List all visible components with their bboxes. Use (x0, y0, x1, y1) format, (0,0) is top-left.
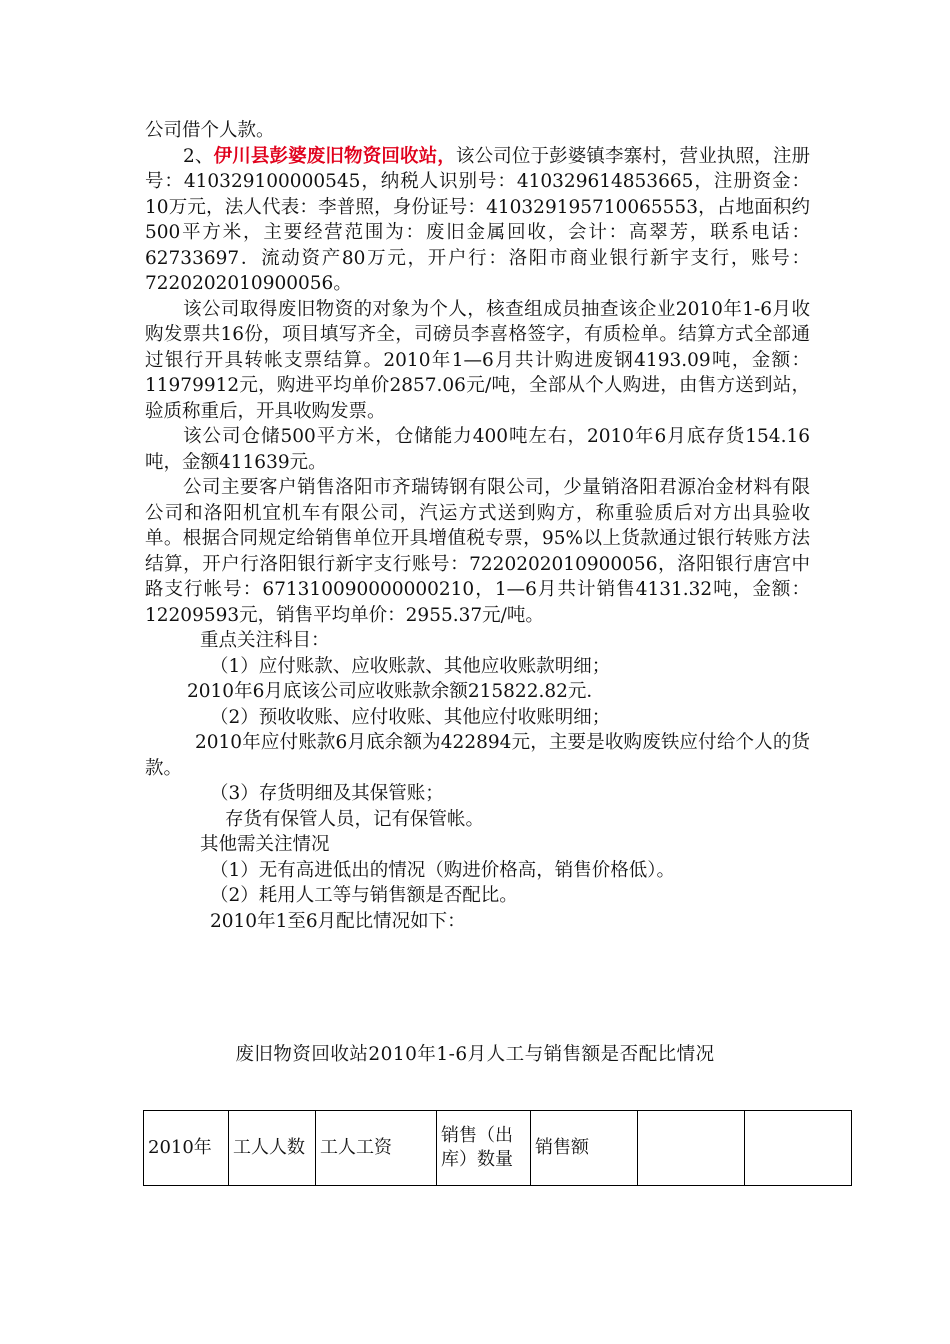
paragraph-sales: 公司主要客户销售洛阳市齐瑞铸钢有限公司，少量销洛阳君源冶金材料有限公司和洛阳机宜机车有限公司，汽运方式送到购方，称重验质后对方出具验收单。根据合同规定给销售单位开具增值税专票，95%以上货款通过银行转账方法结算，开户行洛阳银行新宇支行账号：7220202010900056，洛阳银行唐宫中路支行帐号：671310090000000210，1—6月共计销售4131.32吨，金额：12209593元，销售平均单价：2955.37元/吨。 (145, 477, 810, 626)
header-sales-amount: 销售额 (531, 1111, 638, 1186)
table-header-row (144, 1111, 852, 1186)
header-year: 2010年 (144, 1111, 229, 1186)
company-details: 该公司位于彭婆镇李寨村，营业执照，注册号：410329100000545，纳税人识别号：410329614853665，注册资金：10万元，法人代表：李普照，身份证号：410329195710065553，占地面积约500平方米，主要经营范围为：废旧金属回收，会计：高翠芳，联系电话：62733697．流动资产80万元，开户行：洛阳市商业银行新宇支行，账号：7220202010900056。 (145, 145, 810, 294)
paragraph-storage: 该公司仓储500平方米，仓储能力400吨左右，2010年6月底存货154.16吨，金额411639元。 (145, 426, 810, 473)
document-body (145, 118, 810, 934)
item-payables: （2）预收收账、应付收账、其他应付收账明细； (210, 706, 611, 728)
header-worker-count: 工人人数 (229, 1111, 316, 1186)
item-receivables: （1）应付账款、应收账款、其他应收账款明细； (210, 655, 611, 677)
receivables-balance: 2010年6月底该公司应收账款余额215822.82元． (187, 681, 605, 702)
item-inventory: （3）存货明细及其保管账； (210, 783, 444, 804)
heading-other-concerns: 其他需关注情况 (200, 834, 330, 855)
header-empty-2 (745, 1111, 852, 1186)
paragraph-purchases: 该公司取得废旧物资的对象为个人，核查组成员抽查该企业2010年1-6月收购发票共16份，项目填写齐全，司磅员李喜格签字，有质检单。结算方式全部通过银行开具转帐支票结算。2010年1—6月共计购进废钢4193.09吨，金额：11979912元，购进平均单价2857.06元/吨，全部从个人购进，由售方送到站，验质称重后，开具收购发票。 (145, 298, 810, 422)
ratio-table (143, 1110, 852, 1186)
header-sales-quantity: 销售（出库）数量 (437, 1111, 531, 1186)
header-empty-1 (638, 1111, 745, 1186)
heading-key-accounts: 重点关注科目： (200, 630, 330, 651)
payables-balance: 2010年应付账款6月底余额为422894元，主要是收购废铁应付给个人的货款。 (145, 732, 810, 779)
paragraph-company-2 (145, 144, 810, 297)
item-number: 2、 (183, 145, 214, 167)
inventory-note: 存货有保管人员，记有保管帐。 (225, 808, 485, 830)
concern-pricing: （1）无有高进低出的情况（购进价格高，销售价格低）。 (210, 859, 676, 881)
concern-labor-ratio: （2）耗用人工等与销售额是否配比。 (210, 885, 518, 906)
table-title: 废旧物资回收站2010年1-6月人工与销售额是否配比情况 (235, 1044, 715, 1065)
header-worker-wages: 工人工资 (316, 1111, 437, 1186)
ratio-intro: 2010年1至6月配比情况如下： (210, 910, 466, 932)
company-name: 伊川县彭婆废旧物资回收站， (213, 145, 456, 167)
paragraph-intro: 公司借个人款。 (145, 120, 275, 141)
